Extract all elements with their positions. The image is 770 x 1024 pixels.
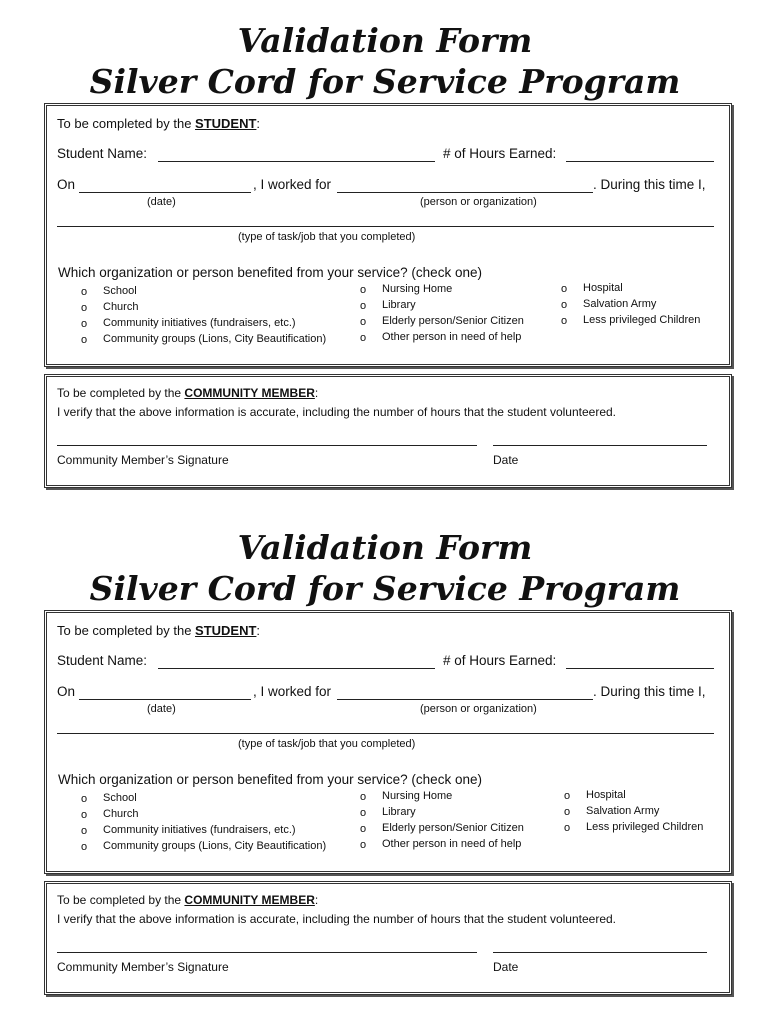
option-bullet[interactable]: o <box>360 316 367 328</box>
date-field[interactable] <box>79 192 251 193</box>
option-salvation-army: Salvation Army <box>583 298 657 310</box>
option-school: School <box>103 792 137 804</box>
signature-date-label: Date <box>493 453 519 467</box>
form-title-line1: Validation Form <box>237 528 533 567</box>
student-name-label: Student Name: <box>57 146 148 161</box>
option-community-groups: Community groups (Lions, City Beautification) <box>103 333 327 345</box>
community-keyword: COMMUNITY MEMBER <box>184 893 315 907</box>
student-section <box>44 103 732 367</box>
option-bullet[interactable]: o <box>81 334 88 346</box>
option-bullet[interactable]: o <box>81 841 88 853</box>
option-bullet[interactable]: o <box>360 823 367 835</box>
option-nursing-home: Nursing Home <box>382 790 453 802</box>
option-community-initiatives: Community initiatives (fundraisers, etc.) <box>103 317 296 329</box>
task-caption: (type of task/job that you completed) <box>238 738 416 750</box>
community-section <box>44 374 732 488</box>
student-name-label: Student Name: <box>57 653 148 668</box>
option-bullet[interactable]: o <box>360 791 367 803</box>
option-elderly-person: Elderly person/Senior Citizen <box>382 822 524 834</box>
task-field[interactable] <box>57 226 714 227</box>
signature-date-label: Date <box>493 960 519 974</box>
person-caption: (person or organization) <box>420 196 537 208</box>
option-bullet[interactable]: o <box>360 300 367 312</box>
community-keyword: COMMUNITY MEMBER <box>184 386 315 400</box>
option-salvation-army: Salvation Army <box>586 805 660 817</box>
option-library: Library <box>382 806 416 818</box>
on-label: On <box>57 177 76 192</box>
during-label: . During this time I, <box>593 177 706 192</box>
option-bullet[interactable]: o <box>561 283 568 295</box>
form-title-line2: Silver Cord for Service Program <box>89 569 681 608</box>
option-elderly-person: Elderly person/Senior Citizen <box>382 315 524 327</box>
benefit-question: Which organization or person benefited from your service? (check one) <box>58 265 482 280</box>
verify-statement: I verify that the above information is accurate, including the number of hours that the student volunteered. <box>57 405 616 419</box>
option-other-person: Other person in need of help <box>382 838 522 850</box>
option-bullet[interactable]: o <box>81 302 88 314</box>
option-library: Library <box>382 299 416 311</box>
student-name-field[interactable] <box>158 161 435 162</box>
date-field[interactable] <box>79 699 251 700</box>
signature-label: Community Member’s Signature <box>57 453 229 467</box>
option-church: Church <box>103 301 139 313</box>
date-caption: (date) <box>147 703 176 715</box>
signature-label: Community Member’s Signature <box>57 960 229 974</box>
organization-field[interactable] <box>337 699 593 700</box>
person-caption: (person or organization) <box>420 703 537 715</box>
signature-field[interactable] <box>57 445 477 446</box>
verify-statement: I verify that the above information is accurate, including the number of hours that the student volunteered. <box>57 912 616 926</box>
option-community-groups: Community groups (Lions, City Beautification) <box>103 840 327 852</box>
option-bullet[interactable]: o <box>81 318 88 330</box>
option-church: Church <box>103 808 139 820</box>
task-field[interactable] <box>57 733 714 734</box>
during-label: . During this time I, <box>593 684 706 699</box>
option-hospital: Hospital <box>586 789 626 801</box>
signature-field[interactable] <box>57 952 477 953</box>
student-keyword: STUDENT <box>195 623 257 638</box>
community-intro: To be completed by the COMMUNITY MEMBER: <box>57 893 319 907</box>
option-bullet[interactable]: o <box>81 809 88 821</box>
option-community-initiatives: Community initiatives (fundraisers, etc.) <box>103 824 296 836</box>
option-other-person: Other person in need of help <box>382 331 522 343</box>
option-bullet[interactable]: o <box>81 793 88 805</box>
option-school: School <box>103 285 137 297</box>
worked-for-label: , I worked for <box>253 177 332 192</box>
option-less-privileged-children: Less privileged Children <box>586 821 704 833</box>
option-bullet[interactable]: o <box>81 286 88 298</box>
student-section <box>44 610 732 874</box>
benefit-question: Which organization or person benefited from your service? (check one) <box>58 772 482 787</box>
signature-date-field[interactable] <box>493 952 707 953</box>
date-caption: (date) <box>147 196 176 208</box>
task-caption: (type of task/job that you completed) <box>238 231 416 243</box>
signature-date-field[interactable] <box>493 445 707 446</box>
option-bullet[interactable]: o <box>360 807 367 819</box>
community-intro: To be completed by the COMMUNITY MEMBER: <box>57 386 319 400</box>
option-hospital: Hospital <box>583 282 623 294</box>
hours-field[interactable] <box>566 161 714 162</box>
form-title-line1: Validation Form <box>237 21 533 60</box>
student-name-field[interactable] <box>158 668 435 669</box>
community-section <box>44 881 732 995</box>
hours-label: # of Hours Earned: <box>443 146 557 161</box>
option-bullet[interactable]: o <box>561 299 568 311</box>
option-nursing-home: Nursing Home <box>382 283 453 295</box>
option-bullet[interactable]: o <box>81 825 88 837</box>
option-bullet[interactable]: o <box>561 315 568 327</box>
on-label: On <box>57 684 76 699</box>
option-bullet[interactable]: o <box>360 284 367 296</box>
hours-label: # of Hours Earned: <box>443 653 557 668</box>
option-bullet[interactable]: o <box>360 332 367 344</box>
hours-field[interactable] <box>566 668 714 669</box>
option-less-privileged-children: Less privileged Children <box>583 314 701 326</box>
option-bullet[interactable]: o <box>564 806 571 818</box>
form-title-line2: Silver Cord for Service Program <box>89 62 681 101</box>
option-bullet[interactable]: o <box>360 839 367 851</box>
option-bullet[interactable]: o <box>564 790 571 802</box>
student-keyword: STUDENT <box>195 116 257 131</box>
option-bullet[interactable]: o <box>564 822 571 834</box>
student-intro: To be completed by the STUDENT: <box>57 116 261 131</box>
student-intro: To be completed by the STUDENT: <box>57 623 261 638</box>
worked-for-label: , I worked for <box>253 684 332 699</box>
organization-field[interactable] <box>337 192 593 193</box>
